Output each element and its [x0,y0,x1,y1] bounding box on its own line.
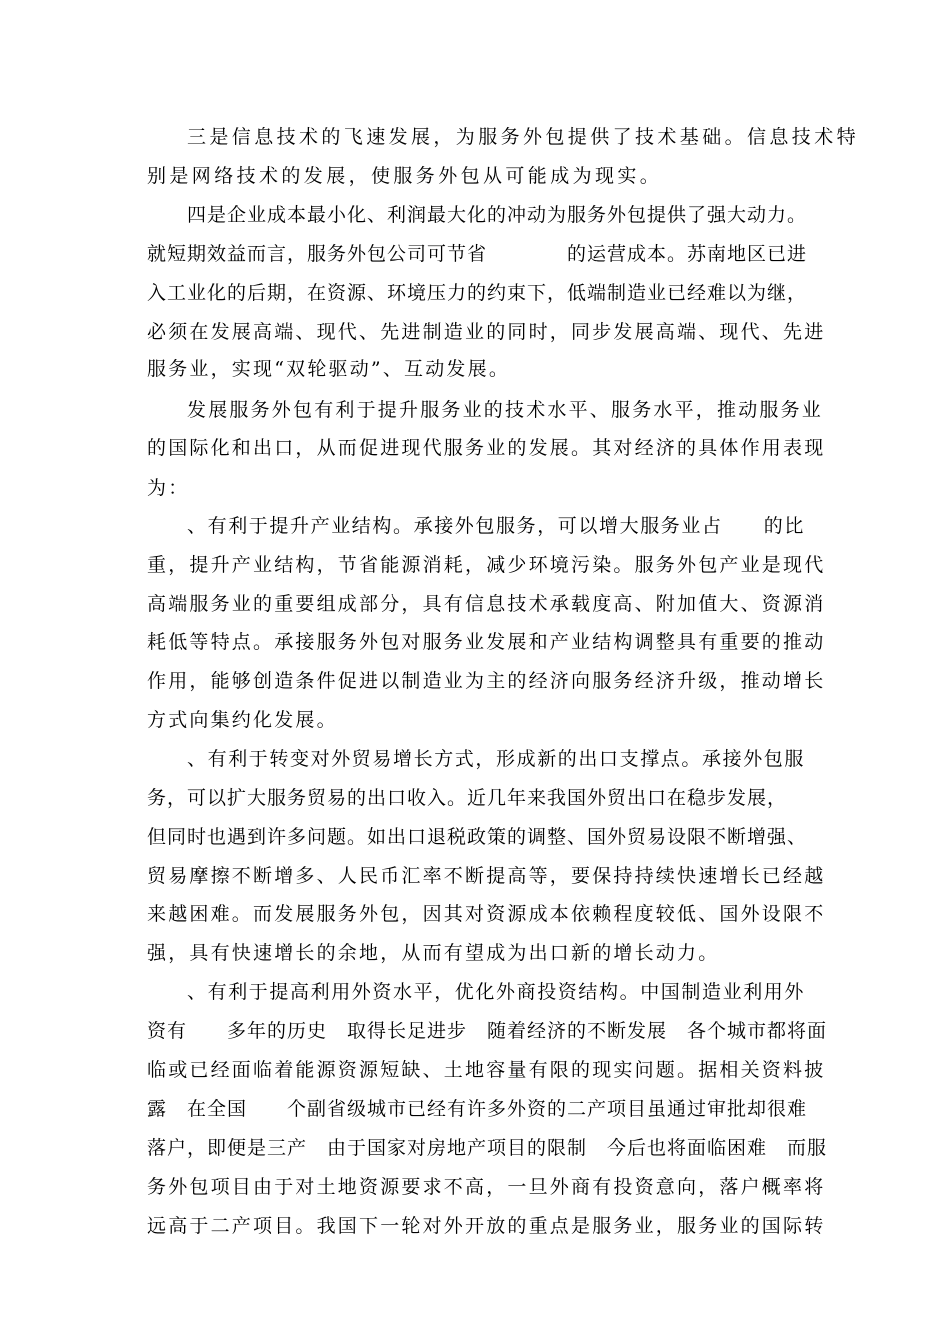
text-line: 贸易摩擦不断增多、人民币汇率不断提高等，要保持持续快速增长已经越 [147,865,826,887]
text-line: 务，可以扩大服务贸易的出口收入。近几年来我国外贸出口在稳步发展， [147,787,788,809]
text-line: 发展服务外包有利于提升服务业的技术水平、服务水平，推动服务业 [187,399,824,421]
text-line: 为： [147,477,190,499]
text-line: 、有利于提升产业结构。承接外包服务，可以增大服务业占 的比 [187,515,806,537]
text-line: 四是企业成本最小化、利润最大化的冲动为服务外包提供了强大动力。 [187,204,808,226]
text-line: 来越困难。而发展服务外包，因其对资源成本依赖程度较低、国外设限不 [147,903,826,925]
text-line: 落户，即便是三产 由于国家对房地产项目的限制 今后也将面临困难 而服 [147,1137,828,1159]
text-line: 入工业化的后期，在资源、环境压力的约束下，低端制造业已经难以为继， [147,282,808,304]
text-line: 就短期效益而言，服务外包公司可节省 的运营成本。苏南地区已进 [147,243,808,265]
text-line: 耗低等特点。承接服务外包对服务业发展和产业结构调整具有重要的推动 [147,631,826,653]
text-line: 重，提升产业结构，节省能源消耗，减少环境污染。服务外包产业是现代 [147,554,826,576]
text-line: 别是网络技术的发展，使服务外包从可能成为现实。 [147,165,663,187]
text-line: 务外包项目由于对土地资源要求不高，一旦外商有投资意向，落户概率将 [147,1176,826,1198]
text-line: 、有利于提高利用外资水平，优化外商投资结构。中国制造业利用外 [187,981,806,1003]
text-line: 、有利于转变对外贸易增长方式，形成新的出口支撑点。承接外包服 [187,748,806,770]
text-line: 方式向集约化发展。 [147,709,338,731]
text-line: 远高于二产项目。我国下一轮对外开放的重点是服务业，服务业的国际转 [147,1215,826,1237]
text-line: 三是信息技术的飞速发展，为服务外包提供了技术基础。信息技术特 [187,126,860,148]
text-line: 服务业，实现“双轮驱动”、互动发展。 [147,358,511,380]
text-line: 作用，能够创造条件促进以制造业为主的经济向服务经济升级，推动增长 [147,670,826,692]
text-line: 强，具有快速增长的余地，从而有望成为出口新的增长动力。 [147,942,720,964]
text-line: 高端服务业的重要组成部分，具有信息技术承载度高、附加值大、资源消 [147,593,826,615]
text-line: 必须在发展高端、现代、先进制造业的同时，同步发展高端、现代、先进 [147,321,826,343]
text-line: 临或已经面临着能源资源短缺、土地容量有限的现实问题。据相关资料披 [147,1059,826,1081]
text-line: 的国际化和出口，从而促进现代服务业的发展。其对经济的具体作用表现 [147,437,826,459]
text-line: 露 在全国 个副省级城市已经有许多外资的二产项目虽通过审批却很难 [147,1098,808,1120]
text-line: 但同时也遇到许多问题。如出口退税政策的调整、国外贸易设限不断增强、 [147,826,808,848]
text-line: 资有 多年的历史 取得长足进步 随着经济的不断发展 各个城市都将面 [147,1020,828,1042]
